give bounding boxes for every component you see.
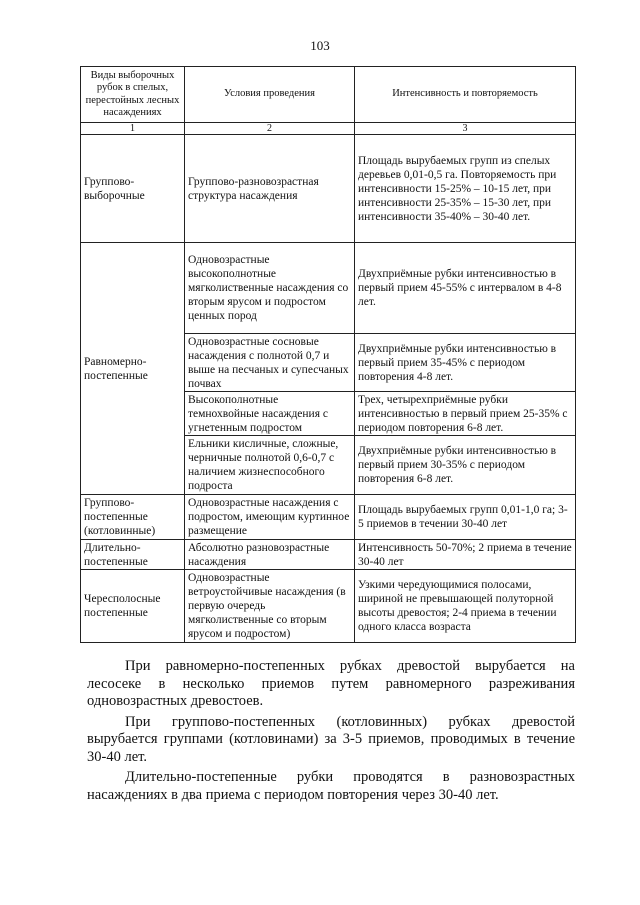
header-intensity: Интенсивность и повторяемость (355, 67, 576, 123)
paragraph: Длительно-постепенные рубки проводятся в разновозрастных насаждениях в два приема с периодом повторения через 30-40 лет. (87, 769, 575, 803)
intensity-cell: Трех, четырехприёмные рубки интенсивностью в первый прием 25-35% с периодом повторения 6-8 лет. (355, 392, 576, 436)
intensity-cell: Площадь вырубаемых групп 0,01-1,0 га; 3-5 приемов в течении 30-40 лет (355, 495, 576, 540)
intensity-cell: Двухприёмные рубки интенсивностью в первый прием 30-35% с периодом повторения 6-8 лет. (355, 436, 576, 495)
cutting-type-cell: Равномерно-постепенные (81, 243, 185, 495)
condition-cell: Одновозрастные насаждения с подростом, имеющим куртинное размещение (185, 495, 355, 540)
column-number: 3 (355, 123, 576, 135)
table-row (81, 495, 576, 540)
cutting-type-cell: Длительно-постепенные (81, 540, 185, 570)
condition-cell: Ельники кисличные, сложные, черничные полнотой 0,6-0,7 с наличием жизнеспособного подроста (185, 436, 355, 495)
body-text (87, 658, 575, 807)
condition-cell: Одновозрастные сосновые насаждения с полнотой 0,7 и выше на песчаных и супесчаных почвах (185, 334, 355, 392)
column-number: 1 (81, 123, 185, 135)
condition-cell: Одновозрастные высокополнотные мягколиственные насаждения со вторым ярусом и подростом ценных пород (185, 243, 355, 334)
table-row (81, 135, 576, 243)
condition-cell: Высокополнотные темнохвойные насаждения с угнетенным подростом (185, 392, 355, 436)
paragraph: При равномерно-постепенных рубках древостой вырубается на лесосеке в несколько приемов путем равномерного разреживания одновозрастных древостоев. (87, 658, 575, 709)
cutting-type-cell: Группово-выборочные (81, 135, 185, 243)
cutting-type-cell: Группово-постепенные (котловинные) (81, 495, 185, 540)
intensity-cell: Узкими чередующимися полосами, шириной не превышающей полуторной высоты древостоя; 2-4 приема в течении одного класса возраста (355, 570, 576, 643)
condition-cell: Группово-разновозрастная структура насаждения (185, 135, 355, 243)
table-row (81, 243, 576, 334)
condition-cell: Абсолютно разновозрастные насаждения (185, 540, 355, 570)
header-conditions: Условия проведения (185, 67, 355, 123)
cutting-type-cell: Чересполосные постепенные (81, 570, 185, 643)
table-number-row (81, 123, 576, 135)
intensity-cell: Двухприёмные рубки интенсивностью в первый прием 35-45% с периодом повторения 4-8 лет. (355, 334, 576, 392)
table-row (81, 570, 576, 643)
condition-cell: Одновозрастные ветроустойчивые насаждения (в первую очередь мягколиственные со вторым ярусом и подростом) (185, 570, 355, 643)
column-number: 2 (185, 123, 355, 135)
intensity-cell: Площадь вырубаемых групп из спелых деревьев 0,01-0,5 га. Повторяемость при интенсивности 15-25% – 10-15 лет, при интенсивности 25-35% – 15-30 лет, при интенсивности 35-40% – 30-40 лет. (355, 135, 576, 243)
header-cutting-type: Виды выборочных рубок в спелых, перестойных лесных насаждениях (81, 67, 185, 123)
table-header-row (81, 67, 576, 123)
cutting-types-table (80, 66, 576, 643)
intensity-cell: Двухприёмные рубки интенсивностью в первый прием 45-55% с интервалом в 4-8 лет. (355, 243, 576, 334)
intensity-cell: Интенсивность 50-70%; 2 приема в течение 30-40 лет (355, 540, 576, 570)
table-row (81, 540, 576, 570)
paragraph: При группово-постепенных (котловинных) рубках древостой вырубается группами (котловинами) за 3-5 приемов, проводимых в течение 30-40 лет. (87, 713, 575, 765)
page-number: 103 (310, 38, 330, 53)
